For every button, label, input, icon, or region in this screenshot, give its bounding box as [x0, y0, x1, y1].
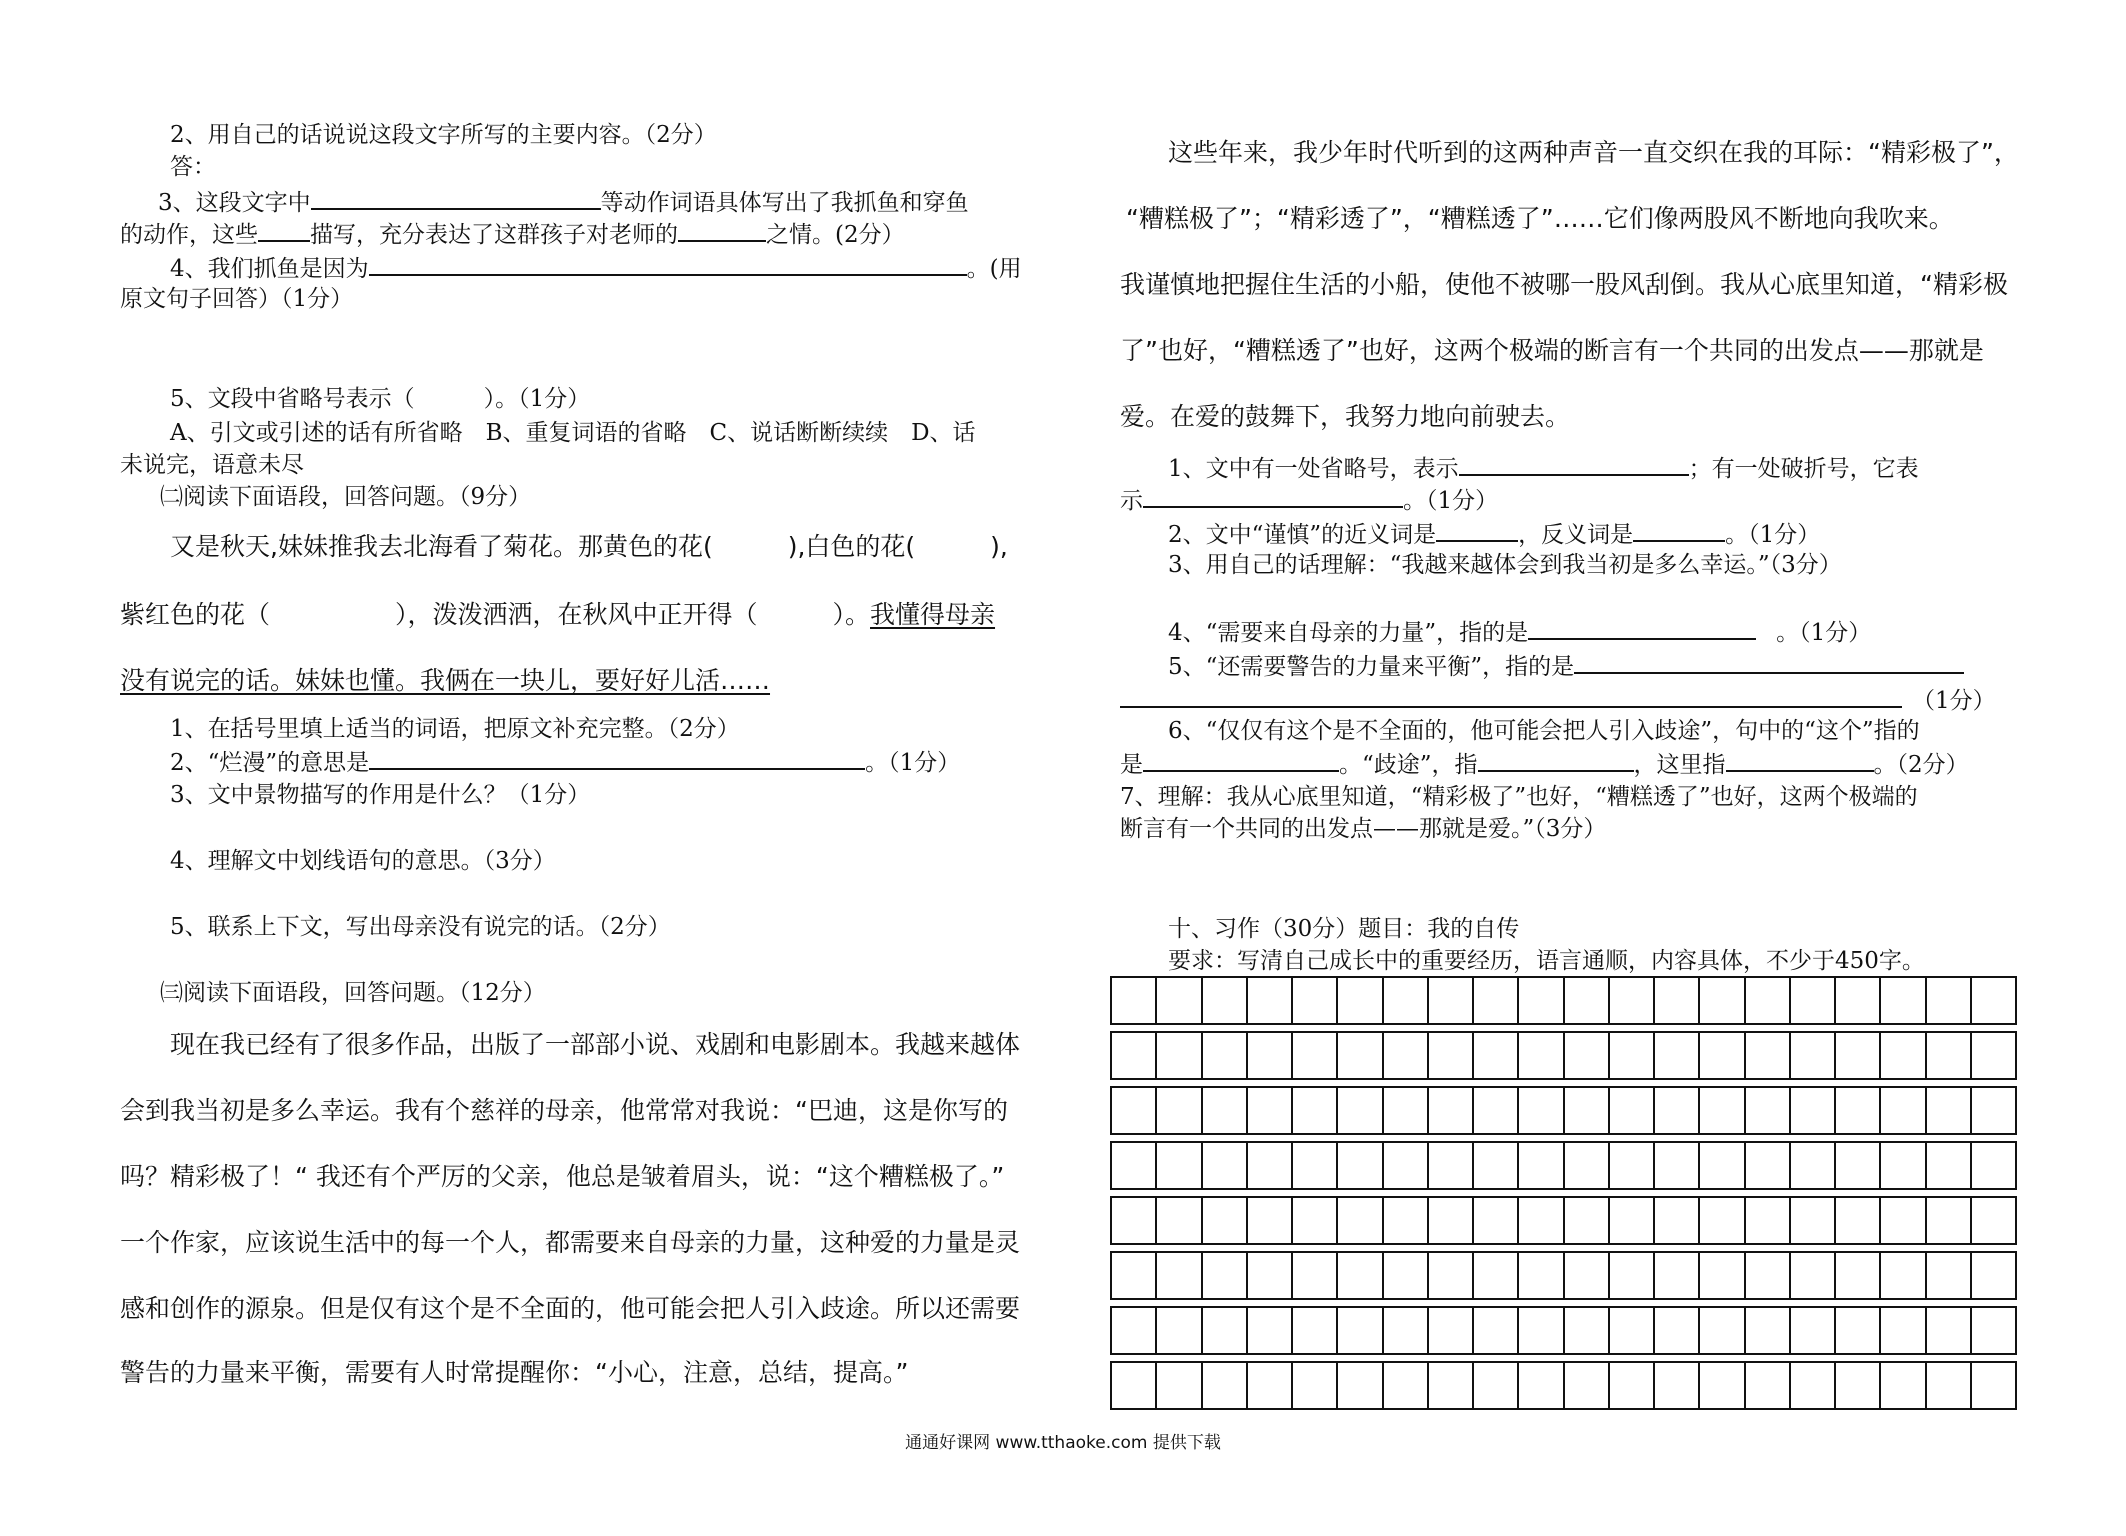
- grid-cell[interactable]: [1157, 978, 1202, 1023]
- r-question-5-line1: [1168, 650, 1964, 682]
- grid-cell[interactable]: [1746, 1143, 1791, 1188]
- s2-question-4: 4、理解文中划线语句的意思。（3分）: [170, 848, 556, 874]
- grid-cell[interactable]: [1157, 1088, 1202, 1133]
- text: 5、“还需要警告的力量来平衡”，指的是: [1168, 654, 1575, 680]
- grid-cell[interactable]: [1338, 1363, 1383, 1408]
- r-question-6-line1: 6、“仅仅有这个是不全面的，他可能会把人引入歧途”，句中的“这个”指的: [1168, 718, 1920, 744]
- grid-cell[interactable]: [1927, 1253, 1972, 1298]
- r-question-5-line2: [1120, 684, 1996, 716]
- grid-cell[interactable]: [1836, 1143, 1881, 1188]
- grid-cell[interactable]: [1203, 1143, 1248, 1188]
- grid-cell[interactable]: [1610, 1198, 1655, 1243]
- r-question-6-line2: [1120, 748, 1969, 780]
- grid-cell[interactable]: [1384, 978, 1429, 1023]
- grid-cell[interactable]: [1700, 1143, 1745, 1188]
- text: 。（1分）: [1403, 488, 1499, 514]
- grid-cell[interactable]: [1836, 1198, 1881, 1243]
- grid-cell[interactable]: [1248, 1088, 1293, 1133]
- grid-cell[interactable]: [1791, 1088, 1836, 1133]
- grid-cell[interactable]: [1203, 1198, 1248, 1243]
- grid-cell[interactable]: [1203, 1308, 1248, 1353]
- question-5-options: A、引文或引述的话有所省略 B、重复词语的省略 C、说话断断续续 D、话: [170, 420, 976, 446]
- grid-cell[interactable]: [1927, 978, 1972, 1023]
- grid-cell[interactable]: [1700, 1363, 1745, 1408]
- grid-cell[interactable]: [1384, 1033, 1429, 1078]
- grid-cell[interactable]: [1112, 1308, 1157, 1353]
- grid-cell[interactable]: [1700, 1253, 1745, 1298]
- grid-cell[interactable]: [1791, 1143, 1836, 1188]
- grid-cell[interactable]: [1429, 1143, 1474, 1188]
- grid-cell[interactable]: [1429, 1363, 1474, 1408]
- grid-cell[interactable]: [1519, 1198, 1564, 1243]
- grid-cell[interactable]: [1429, 978, 1474, 1023]
- grid-cell[interactable]: [1655, 1033, 1700, 1078]
- grid-cell[interactable]: [1338, 1253, 1383, 1298]
- passage-3-line6: 警告的力量来平衡，需要有人时常提醒你：“小心，注意，总结，提高。”: [120, 1358, 909, 1387]
- question-4-line2: 原文句子回答）（1分）: [120, 286, 354, 312]
- passage-2-line2: [120, 600, 995, 630]
- grid-cell[interactable]: [1791, 1363, 1836, 1408]
- grid-cell[interactable]: [1655, 978, 1700, 1023]
- r-question-4: [1168, 616, 1871, 648]
- grid-cell[interactable]: [1565, 1033, 1610, 1078]
- passage-3-line1: 现在我已经有了很多作品，出版了一部部小说、戏剧和电影剧本。我越来越体: [170, 1030, 1021, 1059]
- grid-cell[interactable]: [1927, 1033, 1972, 1078]
- blank[interactable]: [1120, 684, 1902, 708]
- grid-cell[interactable]: [1112, 1198, 1157, 1243]
- grid-cell[interactable]: [1881, 1253, 1926, 1298]
- grid-cell[interactable]: [1519, 1088, 1564, 1133]
- grid-cell[interactable]: [1746, 1033, 1791, 1078]
- grid-cell[interactable]: [1791, 1253, 1836, 1298]
- blank[interactable]: [1574, 650, 1964, 674]
- r-question-7-line2: 断言有一个共同的出发点——那就是爱。”（3分）: [1120, 816, 1607, 842]
- grid-cell[interactable]: [1927, 1143, 1972, 1188]
- essay-title: 十、习作（30分）题目：我的自传: [1168, 916, 1520, 942]
- grid-cell[interactable]: [1474, 1088, 1519, 1133]
- passage-3-line2: 会到我当初是多么幸运。我有个慈祥的母亲，他常常对我说：“巴迪，这是你写的: [120, 1096, 1008, 1125]
- grid-cell[interactable]: [1836, 1253, 1881, 1298]
- text: 。（2分）: [1873, 752, 1969, 778]
- blank[interactable]: [1459, 452, 1689, 476]
- grid-cell[interactable]: [1565, 1363, 1610, 1408]
- grid-cell[interactable]: [1565, 978, 1610, 1023]
- grid-cell[interactable]: [1836, 1363, 1881, 1408]
- r-question-3: 3、用自己的话理解：“我越来越体会到我当初是多么幸运。”（3分）: [1168, 552, 1842, 578]
- grid-cell[interactable]: [1791, 1198, 1836, 1243]
- grid-cell[interactable]: [1881, 1088, 1926, 1133]
- grid-cell[interactable]: [1474, 1198, 1519, 1243]
- grid-cell[interactable]: [1293, 1143, 1338, 1188]
- grid-cell[interactable]: [1881, 1143, 1926, 1188]
- grid-cell[interactable]: [1655, 1253, 1700, 1298]
- text: 4、我们抓鱼是因为: [170, 256, 369, 282]
- grid-cell[interactable]: [1157, 1143, 1202, 1188]
- underlined-sentence: 我懂得母亲: [870, 600, 996, 629]
- grid-cell[interactable]: [1565, 1253, 1610, 1298]
- grid-cell[interactable]: [1248, 1253, 1293, 1298]
- grid-cell[interactable]: [1112, 1363, 1157, 1408]
- grid-cell[interactable]: [1972, 1198, 2015, 1243]
- grid-cell[interactable]: [1384, 1143, 1429, 1188]
- grid-cell[interactable]: [1746, 1363, 1791, 1408]
- grid-cell[interactable]: [1429, 1253, 1474, 1298]
- r-question-2: [1168, 518, 1820, 550]
- blank[interactable]: [678, 218, 766, 242]
- footer-credit: 通通好课网 www.tthaoke.com 提供下载: [905, 1433, 1221, 1453]
- text: 2、文中“谨慎”的近义词是: [1168, 522, 1437, 548]
- blank[interactable]: [369, 252, 967, 276]
- grid-cell[interactable]: [1610, 1363, 1655, 1408]
- grid-cell[interactable]: [1927, 1308, 1972, 1353]
- grid-cell[interactable]: [1881, 978, 1926, 1023]
- grid-cell[interactable]: [1203, 1253, 1248, 1298]
- grid-row: [1110, 1251, 2017, 1300]
- grid-cell[interactable]: [1384, 1308, 1429, 1353]
- text: 之情。(2分）: [766, 222, 905, 248]
- grid-cell[interactable]: [1791, 978, 1836, 1023]
- blank[interactable]: [1143, 748, 1339, 772]
- grid-cell[interactable]: [1881, 1363, 1926, 1408]
- grid-cell[interactable]: [1836, 1088, 1881, 1133]
- grid-cell[interactable]: [1972, 1308, 2015, 1353]
- grid-cell[interactable]: [1927, 1088, 1972, 1133]
- grid-cell[interactable]: [1791, 1308, 1836, 1353]
- grid-cell[interactable]: [1112, 1143, 1157, 1188]
- grid-cell[interactable]: [1248, 1033, 1293, 1078]
- grid-cell[interactable]: [1384, 1088, 1429, 1133]
- passage-cont-line2: “糟糕极了”；“精彩透了”，“糟糕透了”……它们像两股风不断地向我吹来。: [1126, 204, 1954, 233]
- s2-question-5: 5、联系上下文，写出母亲没有说完的话。（2分）: [170, 914, 671, 940]
- grid-cell[interactable]: [1293, 978, 1338, 1023]
- grid-cell[interactable]: [1338, 1088, 1383, 1133]
- text: 是: [1120, 752, 1143, 778]
- grid-cell[interactable]: [1474, 1363, 1519, 1408]
- s2-question-2: [170, 746, 960, 778]
- answer-label: 答：: [170, 154, 216, 180]
- s2-question-1: 1、在括号里填上适当的词语，把原文补充完整。（2分）: [170, 716, 740, 742]
- s2-question-3: 3、文中景物描写的作用是什么？（1分）: [170, 782, 591, 808]
- grid-cell[interactable]: [1746, 978, 1791, 1023]
- text: 。（1分）: [1725, 522, 1821, 548]
- grid-cell[interactable]: [1157, 1363, 1202, 1408]
- essay-requirement: 要求：写清自己成长中的重要经历，语言通顺，内容具体，不少于450字。: [1168, 948, 1925, 974]
- grid-cell[interactable]: [1293, 1198, 1338, 1243]
- grid-cell[interactable]: [1338, 978, 1383, 1023]
- grid-cell[interactable]: [1836, 1308, 1881, 1353]
- grid-cell[interactable]: [1746, 1253, 1791, 1298]
- grid-cell[interactable]: [1474, 1143, 1519, 1188]
- grid-cell[interactable]: [1248, 1143, 1293, 1188]
- blank[interactable]: [1726, 748, 1874, 772]
- question-3-line1: [158, 186, 969, 218]
- grid-cell[interactable]: [1700, 1088, 1745, 1133]
- question-5-options-cont: 未说完，语意未尽: [120, 452, 304, 478]
- grid-cell[interactable]: [1972, 1143, 2015, 1188]
- passage-cont-line3: 我谨慎地把握住生活的小船，使他不被哪一股风刮倒。我从心底里知道，“精彩极: [1120, 270, 2008, 299]
- text: 。“歧途”，指: [1339, 752, 1478, 778]
- grid-cell[interactable]: [1836, 1033, 1881, 1078]
- grid-cell[interactable]: [1112, 1088, 1157, 1133]
- essay-writing-grid[interactable]: [1110, 976, 2017, 1416]
- grid-cell[interactable]: [1429, 1308, 1474, 1353]
- grid-cell[interactable]: [1565, 1308, 1610, 1353]
- passage-2-line1: 又是秋天,妹妹推我去北海看了菊花。那黄色的花( ),白色的花( ),: [170, 532, 1008, 561]
- passage-2-line3: 没有说完的话。妹妹也懂。我俩在一块儿，要好好儿活……: [120, 666, 771, 695]
- text: 描写，充分表达了这群孩子对老师的: [310, 222, 678, 248]
- grid-cell[interactable]: [1157, 1308, 1202, 1353]
- grid-cell[interactable]: [1203, 978, 1248, 1023]
- grid-cell[interactable]: [1565, 1198, 1610, 1243]
- grid-cell[interactable]: [1474, 1308, 1519, 1353]
- blank[interactable]: [1143, 484, 1403, 508]
- text: 。（1分）: [865, 750, 961, 776]
- r-question-7-line1: 7、理解：我从心底里知道，“精彩极了”也好，“糟糕透了”也好，这两个极端的: [1120, 784, 1918, 810]
- grid-cell[interactable]: [1248, 1198, 1293, 1243]
- grid-cell[interactable]: [1972, 1033, 2015, 1078]
- grid-cell[interactable]: [1248, 1308, 1293, 1353]
- grid-row: [1110, 1086, 2017, 1135]
- text: （1分）: [1912, 688, 1996, 714]
- grid-row: [1110, 976, 2017, 1025]
- grid-cell[interactable]: [1927, 1198, 1972, 1243]
- grid-cell[interactable]: [1610, 1308, 1655, 1353]
- question-3-line2: [120, 218, 905, 250]
- grid-cell[interactable]: [1519, 1033, 1564, 1078]
- grid-cell[interactable]: [1610, 978, 1655, 1023]
- text: 示: [1120, 488, 1143, 514]
- r-question-1-line2: [1120, 484, 1498, 516]
- grid-cell[interactable]: [1700, 1033, 1745, 1078]
- grid-cell[interactable]: [1338, 1198, 1383, 1243]
- text: 。（1分）: [1776, 620, 1872, 646]
- grid-cell[interactable]: [1610, 1033, 1655, 1078]
- grid-row: [1110, 1361, 2017, 1410]
- text: 2、“烂漫”的意思是: [170, 750, 370, 776]
- blank[interactable]: [311, 186, 601, 210]
- text: ，这里指: [1633, 752, 1726, 778]
- blank[interactable]: [1528, 616, 1756, 640]
- grid-cell[interactable]: [1203, 1088, 1248, 1133]
- text: ，反义词是: [1518, 522, 1634, 548]
- grid-cell[interactable]: [1655, 1143, 1700, 1188]
- grid-cell[interactable]: [1519, 1253, 1564, 1298]
- grid-cell[interactable]: [1610, 1143, 1655, 1188]
- grid-cell[interactable]: [1429, 1088, 1474, 1133]
- text: 3、这段文字中: [158, 190, 311, 216]
- text: ；有一处破折号，它表: [1688, 456, 1919, 482]
- grid-row: [1110, 1196, 2017, 1245]
- question-2: 2、用自己的话说说这段文字所写的主要内容。（2分）: [170, 122, 717, 148]
- text: 的动作，这些: [120, 222, 258, 248]
- question-4-line1: [170, 252, 1022, 284]
- grid-cell[interactable]: [1972, 978, 2015, 1023]
- text: 1、文中有一处省略号，表示: [1168, 456, 1459, 482]
- grid-cell[interactable]: [1746, 1198, 1791, 1243]
- text: 等动作词语具体写出了我抓鱼和穿鱼: [600, 190, 969, 216]
- grid-cell[interactable]: [1972, 1253, 2015, 1298]
- grid-cell[interactable]: [1610, 1253, 1655, 1298]
- blank[interactable]: [258, 218, 310, 242]
- grid-cell[interactable]: [1655, 1308, 1700, 1353]
- grid-cell[interactable]: [1655, 1198, 1700, 1243]
- passage-3-line3: 吗？精彩极了！“ 我还有个严厉的父亲，他总是皱着眉头，说：“这个糟糕极了。”: [120, 1162, 1005, 1191]
- grid-cell[interactable]: [1700, 978, 1745, 1023]
- grid-cell[interactable]: [1157, 1253, 1202, 1298]
- blank[interactable]: [1478, 748, 1634, 772]
- grid-cell[interactable]: [1836, 978, 1881, 1023]
- grid-cell[interactable]: [1293, 1033, 1338, 1078]
- grid-cell[interactable]: [1293, 1363, 1338, 1408]
- question-5: 5、文段中省略号表示（ ）。（1分）: [170, 386, 591, 412]
- grid-cell[interactable]: [1157, 1033, 1202, 1078]
- grid-cell[interactable]: [1112, 1033, 1157, 1078]
- passage-3-line5: 感和创作的源泉。但是仅有这个是不全面的，他可能会把人引入歧途。所以还需要: [120, 1294, 1021, 1323]
- grid-cell[interactable]: [1384, 1253, 1429, 1298]
- grid-cell[interactable]: [1157, 1198, 1202, 1243]
- grid-cell[interactable]: [1610, 1088, 1655, 1133]
- text: 。(用: [966, 256, 1022, 282]
- grid-cell[interactable]: [1429, 1033, 1474, 1078]
- grid-cell[interactable]: [1791, 1033, 1836, 1078]
- grid-cell[interactable]: [1384, 1363, 1429, 1408]
- grid-cell[interactable]: [1700, 1198, 1745, 1243]
- passage-cont-line4: 了”也好，“糟糕透了”也好，这两个极端的断言有一个共同的出发点——那就是: [1120, 336, 1984, 365]
- section-3-title: ㈢阅读下面语段，回答问题。（12分）: [160, 980, 546, 1006]
- grid-row: [1110, 1306, 2017, 1355]
- grid-cell[interactable]: [1565, 1143, 1610, 1188]
- grid-cell[interactable]: [1746, 1308, 1791, 1353]
- grid-cell[interactable]: [1429, 1198, 1474, 1243]
- grid-cell[interactable]: [1972, 1363, 2015, 1408]
- grid-cell[interactable]: [1384, 1198, 1429, 1243]
- grid-cell[interactable]: [1881, 1033, 1926, 1078]
- grid-cell[interactable]: [1565, 1088, 1610, 1133]
- grid-cell[interactable]: [1519, 1143, 1564, 1188]
- grid-cell[interactable]: [1655, 1088, 1700, 1133]
- grid-cell[interactable]: [1881, 1198, 1926, 1243]
- grid-cell[interactable]: [1338, 1143, 1383, 1188]
- grid-cell[interactable]: [1519, 1363, 1564, 1408]
- passage-cont-line5: 爱。在爱的鼓舞下，我努力地向前驶去。: [1120, 402, 1571, 431]
- grid-cell[interactable]: [1881, 1308, 1926, 1353]
- grid-cell[interactable]: [1293, 1308, 1338, 1353]
- grid-cell[interactable]: [1203, 1033, 1248, 1078]
- grid-row: [1110, 1141, 2017, 1190]
- grid-cell[interactable]: [1700, 1308, 1745, 1353]
- grid-cell[interactable]: [1338, 1033, 1383, 1078]
- grid-cell[interactable]: [1248, 978, 1293, 1023]
- blank[interactable]: [1436, 518, 1518, 542]
- grid-cell[interactable]: [1746, 1088, 1791, 1133]
- grid-row: [1110, 1031, 2017, 1080]
- grid-cell[interactable]: [1248, 1363, 1293, 1408]
- r-question-1-line1: [1168, 452, 1919, 484]
- blank[interactable]: [1633, 518, 1725, 542]
- grid-cell[interactable]: [1112, 978, 1157, 1023]
- grid-cell[interactable]: [1474, 978, 1519, 1023]
- grid-cell[interactable]: [1519, 1308, 1564, 1353]
- grid-cell[interactable]: [1203, 1363, 1248, 1408]
- section-2-title: ㈡阅读下面语段，回答问题。（9分）: [160, 484, 532, 510]
- blank[interactable]: [369, 746, 865, 770]
- passage-cont-line1: 这些年来，我少年时代听到的这两种声音一直交织在我的耳际：“精彩极了”，: [1168, 138, 2019, 167]
- grid-cell[interactable]: [1293, 1253, 1338, 1298]
- grid-cell[interactable]: [1112, 1253, 1157, 1298]
- grid-cell[interactable]: [1972, 1088, 2015, 1133]
- grid-cell[interactable]: [1519, 978, 1564, 1023]
- text: 4、“需要来自母亲的力量”，指的是: [1168, 620, 1529, 646]
- grid-cell[interactable]: [1474, 1033, 1519, 1078]
- grid-cell[interactable]: [1927, 1363, 1972, 1408]
- passage-3-line4: 一个作家，应该说生活中的每一个人，都需要来自母亲的力量，这种爱的力量是灵: [120, 1228, 1021, 1257]
- grid-cell[interactable]: [1474, 1253, 1519, 1298]
- grid-cell[interactable]: [1655, 1363, 1700, 1408]
- grid-cell[interactable]: [1338, 1308, 1383, 1353]
- text: 紫红色的花（ ），泼泼洒洒，在秋风中正开得（ ）。: [120, 600, 871, 629]
- grid-cell[interactable]: [1293, 1088, 1338, 1133]
